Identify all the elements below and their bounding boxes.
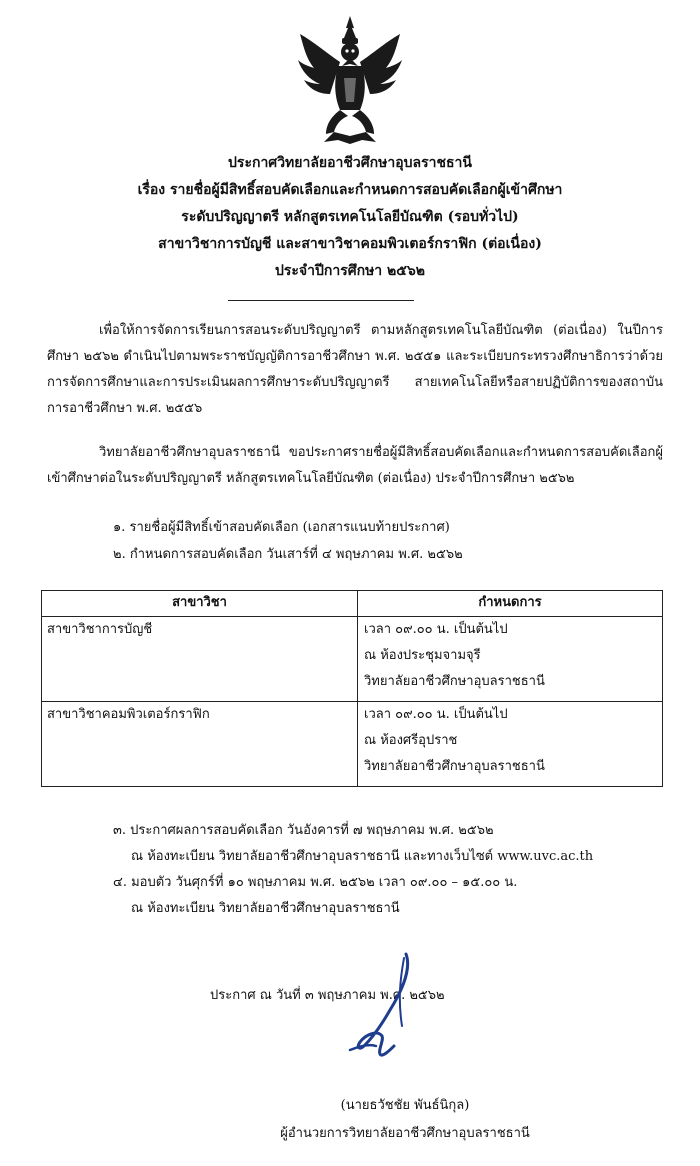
header-line-5: ประจำปีการศึกษา ๒๕๖๒ (274, 263, 425, 279)
table-header-row (42, 591, 663, 617)
table-row (42, 702, 663, 787)
item-list (113, 514, 463, 568)
major-cell: สาขาวิชาคอมพิวเตอร์กราฟิก (42, 702, 358, 787)
signer-name: (นายธวัชชัย พันธ์นิกุล) (340, 1098, 470, 1113)
schedule-place: วิทยาลัยอาชีวศึกษาอุบลราชธานี (364, 674, 545, 689)
schedule-room: ณ ห้องประชุมจามจุรี (364, 648, 481, 663)
list-item-4: ๔. มอบตัว วันศุกร์ที่ ๑๐ พฤษภาคม พ.ศ. ๒๕๖๒ เวลา ๐๙.๐๐ – ๑๕.๐๐ น. (113, 875, 518, 890)
list-item-2: ๒. กำหนดการสอบคัดเลือก วันเสาร์ที่ ๔ พฤษภาคม พ.ศ. ๒๕๖๒ (113, 547, 463, 562)
list-item-3-detail: ณ ห้องทะเบียน วิทยาลัยอาชีวศึกษาอุบลราชธานี และทางเว็บไซต์ www.uvc.ac.th (131, 849, 594, 864)
handwritten-signature (320, 950, 430, 1070)
header-line-2: เรื่อง รายชื่อผู้มีสิทธิ์สอบคัดเลือกและกำหนดการสอบคัดเลือกผู้เข้าศึกษา (137, 182, 563, 198)
schedule-time: เวลา ๐๙.๐๐ น. เป็นต้นไป (364, 707, 508, 722)
garuda-emblem-icon (290, 14, 410, 146)
schedule-room: ณ ห้องศรีอุปราช (364, 733, 458, 748)
paragraph-1 (47, 318, 663, 422)
schedule-table (41, 590, 663, 787)
list-item-3: ๓. ประกาศผลการสอบคัดเลือก วันอังคารที่ ๗ พฤษภาคม พ.ศ. ๒๕๖๒ (113, 823, 494, 838)
schedule-time: เวลา ๐๙.๐๐ น. เป็นต้นไป (364, 622, 508, 637)
signer-position: ผู้อำนวยการวิทยาลัยอาชีวศึกษาอุบลราชธานี (280, 1126, 530, 1141)
announcement-date: ประกาศ ณ วันที่ ๓ พฤษภาคม พ.ศ. ๒๕๖๒ (210, 988, 445, 1003)
header-line-4: สาขาวิชาการบัญชี และสาขาวิชาคอมพิวเตอร์กราฟิก (ต่อเนื่อง) (158, 236, 542, 252)
schedule-cell (358, 617, 663, 702)
table-row (42, 617, 663, 702)
paragraph-2 (47, 440, 663, 492)
paragraph-1-text: เพื่อให้การจัดการเรียนการสอนระดับปริญญาตรี ตามหลักสูตรเทคโนโลยีบัณฑิต (ต่อเนื่อง) ในปีการศึกษา ๒๕๖๒ ดำเนินไปตามพระราชบัญญัติการอาชีวศึกษา พ.ศ. ๒๕๕๑ และระเบียบกระทรวงศึกษาธิการว่าด้วยการจัดการศึกษาและการประเมินผลการศึกษาระดับปริญญาตรี สายเทคโนโลยีหรือสายปฏิบัติการของสถาบันการอาชีวศึกษา พ.ศ. ๒๕๕๖ (47, 323, 663, 416)
header-schedule: กำหนดการ (358, 591, 663, 617)
schedule-place: วิทยาลัยอาชีวศึกษาอุบลราชธานี (364, 759, 545, 774)
announcement-header (0, 150, 700, 285)
header-divider (228, 300, 414, 301)
schedule-cell (358, 702, 663, 787)
signer-block (250, 1092, 560, 1148)
list-item-1: ๑. รายชื่อผู้มีสิทธิ์เข้าสอบคัดเลือก (เอกสารแนบท้ายประกาศ) (113, 520, 450, 535)
paragraph-2-text: วิทยาลัยอาชีวศึกษาอุบลราชธานี ขอประกาศรายชื่อผู้มีสิทธิ์สอบคัดเลือกและกำหนดการสอบคัดเลือกผู้เข้าศึกษาต่อในระดับปริญญาตรี หลักสูตรเทคโนโลยีบัณฑิต (ต่อเนื่อง) ประจำปีการศึกษา ๒๕๖๒ (47, 445, 663, 486)
header-line-1: ประกาศวิทยาลัยอาชีวศึกษาอุบลราชธานี (228, 155, 472, 171)
list-item-4-detail: ณ ห้องทะเบียน วิทยาลัยอาชีวศึกษาอุบลราชธานี (131, 901, 400, 916)
header-line-3: ระดับปริญญาตรี หลักสูตรเทคโนโลยีบัณฑิต (รอบทั่วไป) (181, 209, 519, 225)
header-major: สาขาวิชา (42, 591, 358, 617)
item-list-after (113, 818, 593, 922)
major-cell: สาขาวิชาการบัญชี (42, 617, 358, 702)
